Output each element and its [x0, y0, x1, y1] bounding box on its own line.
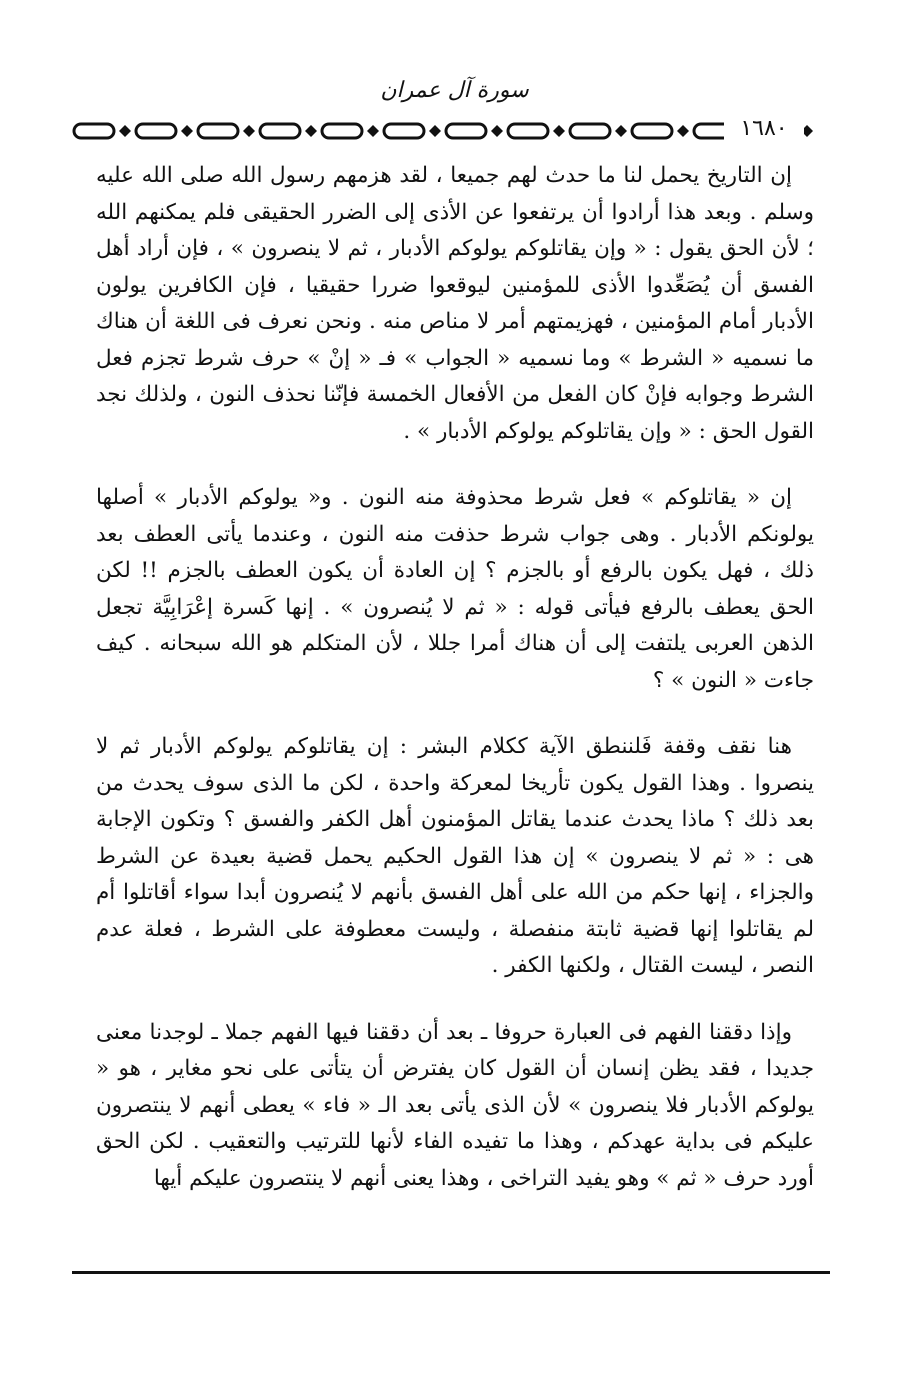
chain-link-icon	[570, 124, 610, 138]
chain-link-icon	[136, 124, 176, 138]
diamond-icon	[119, 125, 131, 137]
paragraph-2: إن « يقاتلوكم » فعل شرط محذوفة منه النون . و« يولوكم الأدبار » أصلها يولونكم الأدبار . وهى جواب شرط حذفت منه النون ، وعندما يأتى العطف بعد ذلك ، فهل يكون بالرفع أو بالجزم ؟ إن العادة أن يكون العطف بالجزم !! لكن الحق يعطف بالرفع فيأتى قوله : « ثم لا يُنصرون » . إنها كَسرة إعْرَابِيَّة تجعل الذهن العربى يلتفت إلى أن هناك أمرا جللا ، لأن المتكلم هو الله سبحانه . كيف جاءت « النون » ؟	[96, 485, 814, 693]
chain-link-icon	[446, 124, 486, 138]
diamond-icon	[181, 125, 193, 137]
chain-link-icon	[260, 124, 300, 138]
diamond-icon	[491, 125, 503, 137]
diamond-icon	[367, 125, 379, 137]
diamond-icon	[553, 125, 565, 137]
page-number: ١٦٨٠	[724, 114, 804, 144]
footer-rule	[72, 1271, 830, 1274]
chain-link-icon	[384, 124, 424, 138]
paragraph-4: وإذا دققنا الفهم فى العبارة حروفا ـ بعد أن دققنا فيها الفهم جملا ـ لوجدنا معنى جديدا ، فقد يظن إنسان أن القول كان يفترض أن يتأتى على نحو مغاير ، هو « يولوكم الأدبار فلا ينصرون » لأن الذى يأتى بعد الـ « فاء » يعطى أنهم لا ينتصرون عليكم فى بداية عهدكم ، وهذا ما تفيده الفاء لأنها للترتيب والتعقيب . لكن الحق أورد حرف « ثم » وهو يفيد التراخى ، وهذا يعنى أنهم لا ينتصرون عليكم أيها	[96, 1019, 814, 1191]
surah-title-header: سورة آل عمران	[380, 78, 529, 103]
chain-link-icon	[508, 124, 548, 138]
diamond-icon	[429, 125, 441, 137]
body-text	[96, 158, 814, 1197]
diamond-icon	[305, 125, 317, 137]
chain-link-icon	[322, 124, 362, 138]
paragraph-3: هنا نقف وقفة فَلننطق الآية ككلام البشر : إن يقاتلوكم يولوكم الأدبار ثم لا ينصروا . وهذا القول يكون تأريخا لمعركة واحدة ، لكن ما الذى سوف يحدث من بعد ذلك ؟ ماذا يحدث عندما يقاتل المؤمنون أهل الكفر والفسق ؟ وتكون الإجابة هى : « ثم لا ينصرون » إن هذا القول الحكيم يحمل قضية بعيدة عن الشرط والجزاء ، إنها حكم من الله على أهل الفسق بأنهم لا يُنصرون أبدا سواء أقاتلوا أم لم يقاتلوا إنها قضية ثابتة منفصلة ، وليست معطوفة على الشرط ، فعلة عدم النصر ، ليست القتال ، ولكنها الكفر .	[96, 734, 814, 978]
diamond-icon	[615, 125, 627, 137]
diamond-icon	[243, 125, 255, 137]
chain-link-icon	[632, 124, 672, 138]
paragraph-1: إن التاريخ يحمل لنا ما حدث لهم جميعا ، لقد هزمهم رسول الله صلى الله عليه وسلم . وبعد هذا أرادوا أن يرتفعوا عن الأذى إلى الضرر الحقيقى فلم يمكنهم الله ؛ لأن الحق يقول : « وإن يقاتلوكم يولوكم الأدبار ، ثم لا ينصرون » ، فإن أراد أهل الفسق أن يُصَعِّدوا الأذى للمؤمنين ليوقعوا ضررا حقيقيا ، فإن الكافرين يولون الأدبار أمام المؤمنين ، فهزيمتهم أمر لا مناص منه . ونحن نعرف فى اللغة أن هناك ما نسميه « الشرط » وما نسميه « الجواب » فـ « إنْ » حرف شرط تجزم فعل الشرط وجوابه فإنْ كان الفعل من الأفعال الخمسة فإنّنا نحذف النون ، ولذلك نجد القول الحق : « وإن يقاتلوكم يولوكم الأدبار » .	[96, 163, 814, 444]
chain-link-icon	[74, 124, 114, 138]
chain-link-icon	[198, 124, 238, 138]
diamond-icon	[677, 125, 689, 137]
